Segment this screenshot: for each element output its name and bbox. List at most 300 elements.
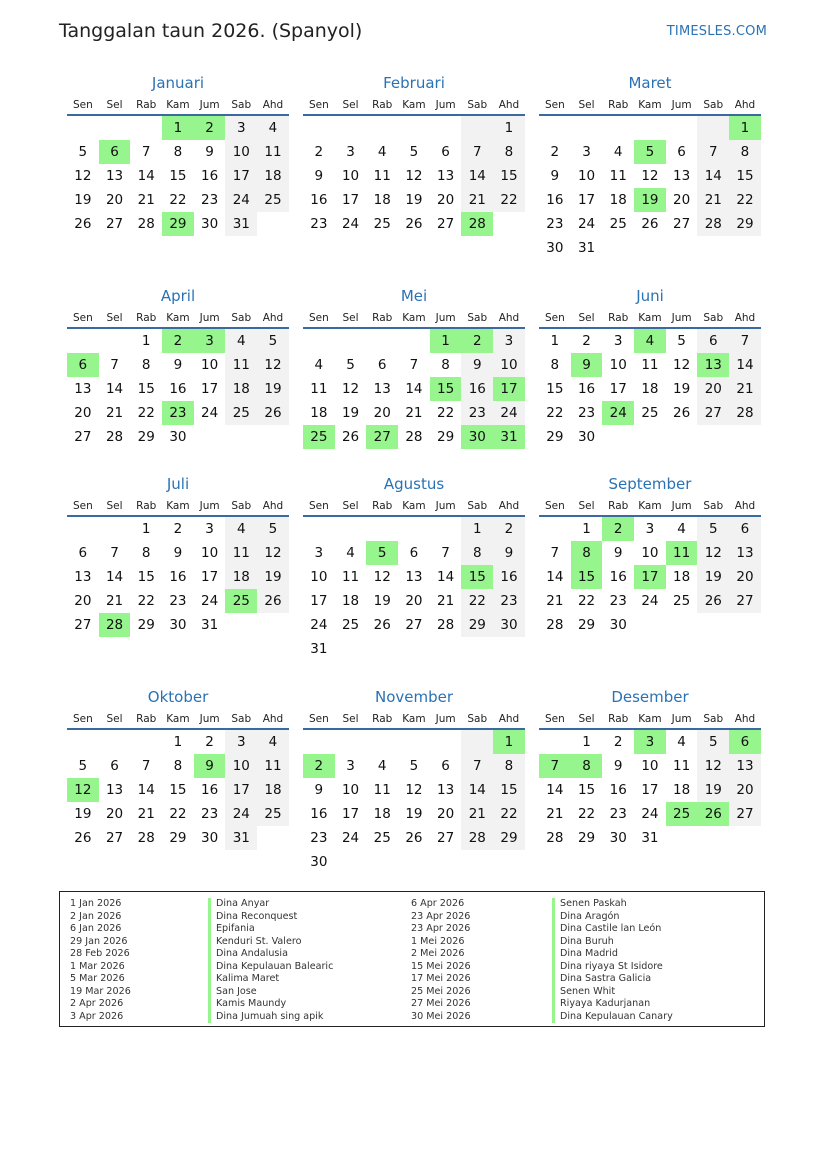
- day-cell: 28: [137, 216, 155, 232]
- day-cell: 28: [105, 429, 124, 445]
- weekday-label: Sen: [308, 713, 329, 725]
- empty-cell: [257, 826, 289, 850]
- day-cell: 23: [162, 401, 194, 425]
- day-cell: 16: [201, 168, 219, 184]
- day-cell: 11: [257, 754, 289, 778]
- holiday-name: Senen Whit: [552, 986, 673, 999]
- holiday-name: Dina riyaya St Isidore: [552, 961, 673, 974]
- day-cell: 18: [673, 782, 691, 798]
- weekday-label: Kam: [638, 500, 662, 512]
- day-cell: 7: [441, 545, 450, 561]
- day-cell: 13: [673, 168, 691, 184]
- day-cell: 13: [105, 168, 124, 184]
- day-cell: 20: [373, 405, 391, 421]
- day-cell: 11: [225, 353, 257, 377]
- day-cell: 10: [641, 758, 659, 774]
- day-cell: 24: [641, 806, 659, 822]
- weekday-label: Ahd: [734, 500, 756, 512]
- weekday-label: Sel: [578, 99, 595, 111]
- day-cell: 21: [729, 377, 761, 401]
- empty-cell: [366, 517, 398, 541]
- day-cell: 10: [641, 545, 659, 561]
- day-cell: 7: [110, 545, 119, 561]
- day-cell: 8: [571, 541, 603, 565]
- empty-cell: [666, 826, 698, 850]
- day-grid: [539, 517, 761, 637]
- weekday-label: Jum: [199, 312, 220, 324]
- day-cell: 16: [310, 806, 328, 822]
- day-cell: 11: [373, 782, 391, 798]
- day-cell: 26: [257, 401, 289, 425]
- empty-cell: [99, 116, 131, 140]
- empty-cell: [666, 425, 698, 449]
- day-cell: 8: [571, 754, 603, 778]
- day-cell: 18: [225, 377, 257, 401]
- day-cell: 14: [105, 569, 124, 585]
- day-cell: 6: [441, 144, 450, 160]
- empty-cell: [430, 517, 462, 541]
- day-cell: 27: [405, 617, 423, 633]
- empty-cell: [366, 329, 398, 353]
- holiday-date: 1 Mei 2026: [411, 935, 465, 947]
- day-cell: 16: [493, 565, 525, 589]
- day-cell: 14: [461, 164, 493, 188]
- day-cell: 6: [729, 517, 761, 541]
- empty-cell: [99, 730, 131, 754]
- day-cell: 30: [310, 854, 328, 870]
- day-cell: 24: [341, 830, 360, 846]
- day-cell: 27: [366, 425, 398, 449]
- holiday-name: Dina Andalusia: [208, 948, 333, 961]
- day-cell: 24: [225, 188, 257, 212]
- day-cell: 12: [673, 357, 691, 373]
- weekday-header: [539, 309, 761, 329]
- day-grid: [303, 329, 525, 449]
- day-cell: 20: [697, 377, 729, 401]
- day-cell: 3: [582, 144, 591, 160]
- holiday-date: 2 Apr 2026: [70, 998, 124, 1009]
- empty-cell: [398, 637, 430, 661]
- weekday-header: [539, 96, 761, 116]
- day-cell: 2: [602, 517, 634, 541]
- holiday-date: 29 Jan 2026: [70, 935, 128, 947]
- day-cell: 23: [609, 806, 627, 822]
- day-cell: 17: [201, 569, 219, 585]
- weekday-label: Sen: [72, 713, 93, 725]
- day-cell: 8: [141, 357, 151, 373]
- empty-cell: [303, 116, 335, 140]
- day-cell: 22: [169, 192, 187, 208]
- weekday-label: Ahd: [498, 312, 520, 324]
- day-cell: 13: [105, 782, 124, 798]
- day-cell: 15: [493, 164, 525, 188]
- day-cell: 30: [169, 429, 187, 445]
- empty-cell: [67, 517, 99, 541]
- day-cell: 24: [602, 401, 634, 425]
- day-cell: 23: [546, 216, 564, 232]
- day-cell: 19: [257, 565, 289, 589]
- month-oktober: [67, 687, 289, 850]
- day-cell: 11: [341, 569, 360, 585]
- weekday-header: [67, 497, 289, 517]
- weekday-label: Jum: [435, 99, 456, 111]
- day-cell: 29: [461, 613, 493, 637]
- weekday-label: Sab: [703, 99, 724, 111]
- day-cell: 20: [729, 565, 761, 589]
- day-cell: 11: [609, 168, 627, 184]
- weekday-label: Sen: [544, 713, 565, 725]
- empty-cell: [398, 517, 430, 541]
- weekday-label: Sen: [72, 500, 93, 512]
- day-cell: 13: [437, 168, 455, 184]
- day-cell: 28: [729, 401, 761, 425]
- day-cell: 7: [461, 140, 493, 164]
- empty-cell: [398, 329, 430, 353]
- day-cell: 10: [310, 569, 328, 585]
- day-grid: [539, 730, 761, 850]
- holiday-date: 17 Mei 2026: [411, 973, 471, 984]
- month-november: [303, 687, 525, 874]
- day-cell: 5: [78, 144, 88, 160]
- weekday-label: Kam: [166, 99, 190, 111]
- weekday-label: Sel: [578, 713, 595, 725]
- empty-cell: [335, 730, 367, 754]
- day-cell: 14: [105, 381, 124, 397]
- day-cell: 22: [577, 806, 596, 822]
- day-cell: 16: [169, 381, 187, 397]
- day-cell: 26: [673, 405, 691, 421]
- empty-cell: [461, 116, 493, 140]
- day-cell: 16: [577, 381, 596, 397]
- weekday-label: Sel: [106, 312, 123, 324]
- day-cell: 18: [609, 192, 627, 208]
- day-cell: 6: [377, 357, 387, 373]
- day-cell: 23: [201, 192, 219, 208]
- day-cell: 26: [74, 216, 92, 232]
- day-cell: 29: [137, 617, 155, 633]
- day-cell: 29: [162, 212, 194, 236]
- day-cell: 26: [641, 216, 659, 232]
- day-cell: 4: [257, 730, 289, 754]
- day-cell: 19: [405, 192, 423, 208]
- day-cell: 6: [409, 545, 419, 561]
- day-cell: 4: [677, 734, 686, 750]
- day-cell: 10: [609, 357, 627, 373]
- empty-cell: [697, 236, 729, 260]
- day-cell: 10: [201, 357, 219, 373]
- day-cell: 20: [74, 593, 92, 609]
- day-cell: 23: [609, 593, 627, 609]
- day-cell: 15: [729, 164, 761, 188]
- day-grid: [303, 116, 525, 236]
- weekday-label: Rab: [372, 99, 393, 111]
- empty-cell: [634, 425, 666, 449]
- day-cell: 17: [641, 782, 659, 798]
- empty-cell: [257, 425, 289, 449]
- day-cell: 28: [546, 617, 564, 633]
- weekday-label: Kam: [638, 312, 662, 324]
- day-cell: 9: [314, 782, 324, 798]
- day-cell: 12: [641, 168, 659, 184]
- day-cell: 21: [546, 593, 564, 609]
- empty-cell: [366, 850, 398, 874]
- holiday-date: 2 Jan 2026: [70, 910, 122, 922]
- empty-cell: [666, 116, 698, 140]
- day-cell: 18: [257, 164, 289, 188]
- day-grid: [303, 517, 525, 661]
- holiday-date: 1 Mar 2026: [70, 960, 125, 972]
- month-februari: [303, 73, 525, 236]
- day-cell: 19: [673, 381, 691, 397]
- day-cell: 28: [461, 826, 493, 850]
- weekday-label: Sen: [544, 312, 565, 324]
- day-cell: 30: [577, 429, 596, 445]
- brand-link[interactable]: TIMESLES.COM: [666, 24, 767, 39]
- day-cell: 28: [697, 212, 729, 236]
- day-cell: 31: [641, 830, 659, 846]
- day-cell: 18: [373, 192, 391, 208]
- weekday-label: Sab: [703, 312, 724, 324]
- day-cell: 19: [74, 806, 92, 822]
- day-cell: 18: [373, 806, 391, 822]
- day-grid: [539, 329, 761, 449]
- weekday-header: [539, 497, 761, 517]
- day-cell: 12: [697, 754, 729, 778]
- day-cell: 10: [577, 168, 596, 184]
- day-cell: 6: [110, 758, 119, 774]
- day-cell: 7: [110, 357, 119, 373]
- day-cell: 26: [373, 617, 391, 633]
- weekday-label: Sen: [72, 99, 93, 111]
- empty-cell: [335, 116, 367, 140]
- empty-cell: [398, 850, 430, 874]
- day-cell: 13: [405, 569, 423, 585]
- holiday-name: Epifania: [208, 923, 333, 936]
- day-cell: 1: [582, 521, 591, 537]
- day-cell: 31: [577, 240, 596, 256]
- day-cell: 15: [137, 381, 155, 397]
- empty-cell: [130, 730, 162, 754]
- day-cell: 22: [577, 593, 596, 609]
- day-cell: 3: [634, 730, 666, 754]
- day-cell: 24: [493, 401, 525, 425]
- day-cell: 8: [441, 357, 450, 373]
- day-grid: [67, 116, 289, 236]
- day-cell: 29: [137, 429, 155, 445]
- day-cell: 12: [405, 168, 423, 184]
- day-cell: 29: [577, 830, 596, 846]
- day-cell: 3: [194, 329, 226, 353]
- day-cell: 27: [437, 830, 455, 846]
- day-cell: 13: [729, 754, 761, 778]
- day-cell: 22: [437, 405, 455, 421]
- day-cell: 7: [409, 357, 419, 373]
- day-cell: 31: [493, 425, 525, 449]
- empty-cell: [493, 637, 525, 661]
- weekday-header: [303, 497, 525, 517]
- weekday-label: Sel: [106, 713, 123, 725]
- day-cell: 22: [137, 593, 155, 609]
- day-cell: 3: [225, 116, 257, 140]
- day-cell: 25: [257, 802, 289, 826]
- empty-cell: [99, 329, 131, 353]
- holiday-name: Dina Kepulauan Balearic: [208, 961, 333, 974]
- day-cell: 8: [493, 754, 525, 778]
- day-cell: 11: [673, 758, 691, 774]
- day-cell: 4: [377, 758, 387, 774]
- day-cell: 7: [141, 144, 151, 160]
- month-maret: [539, 73, 761, 260]
- day-cell: 28: [99, 613, 131, 637]
- day-cell: 27: [74, 617, 92, 633]
- day-cell: 20: [729, 778, 761, 802]
- day-cell: 6: [729, 730, 761, 754]
- day-cell: 27: [729, 589, 761, 613]
- empty-cell: [335, 637, 367, 661]
- empty-cell: [634, 613, 666, 637]
- holiday-date: 23 Apr 2026: [411, 910, 471, 922]
- day-cell: 11: [225, 541, 257, 565]
- day-cell: 9: [461, 353, 493, 377]
- day-cell: 22: [546, 405, 564, 421]
- weekday-label: Kam: [638, 99, 662, 111]
- weekday-label: Rab: [136, 99, 157, 111]
- day-cell: 4: [225, 329, 257, 353]
- weekday-label: Ahd: [498, 713, 520, 725]
- day-cell: 15: [169, 168, 187, 184]
- empty-cell: [493, 850, 525, 874]
- weekday-label: Sel: [342, 312, 359, 324]
- day-cell: 31: [310, 641, 328, 657]
- day-cell: 11: [666, 541, 698, 565]
- weekday-label: Rab: [372, 312, 393, 324]
- day-cell: 1: [141, 333, 151, 349]
- empty-cell: [366, 637, 398, 661]
- day-grid: [303, 730, 525, 874]
- holiday-name: Dina Jumuah sing apik: [208, 1011, 333, 1024]
- day-cell: 23: [577, 405, 596, 421]
- month-mei: [303, 286, 525, 449]
- day-cell: 5: [634, 140, 666, 164]
- month-name: Maret: [628, 74, 672, 92]
- day-cell: 20: [74, 405, 92, 421]
- day-cell: 21: [137, 806, 155, 822]
- empty-cell: [729, 613, 761, 637]
- day-cell: 26: [405, 830, 423, 846]
- page-title: Tanggalan taun 2026. (Spanyol): [59, 20, 363, 42]
- day-cell: 23: [310, 830, 328, 846]
- day-cell: 17: [609, 381, 627, 397]
- weekday-header: [303, 96, 525, 116]
- empty-cell: [67, 730, 99, 754]
- day-cell: 14: [546, 782, 564, 798]
- month-april: [67, 286, 289, 449]
- day-cell: 27: [673, 216, 691, 232]
- empty-cell: [225, 425, 257, 449]
- day-cell: 2: [303, 754, 335, 778]
- weekday-label: Kam: [166, 500, 190, 512]
- day-cell: 1: [461, 517, 493, 541]
- day-cell: 25: [303, 425, 335, 449]
- weekday-label: Rab: [372, 500, 393, 512]
- day-cell: 4: [346, 545, 355, 561]
- day-cell: 9: [173, 545, 183, 561]
- holiday-names-column-1: [208, 898, 333, 1023]
- weekday-label: Ahd: [262, 500, 284, 512]
- day-cell: 20: [437, 192, 455, 208]
- day-cell: 14: [405, 381, 423, 397]
- month-name: Agustus: [383, 475, 445, 493]
- day-cell: 27: [105, 216, 124, 232]
- holiday-name: Senen Paskah: [552, 898, 673, 911]
- weekday-label: Rab: [608, 500, 629, 512]
- month-name: Februari: [383, 74, 445, 92]
- holiday-name: Dina Buruh: [552, 936, 673, 949]
- day-cell: 4: [634, 329, 666, 353]
- day-cell: 20: [437, 806, 455, 822]
- day-cell: 8: [729, 140, 761, 164]
- empty-cell: [194, 425, 226, 449]
- day-cell: 27: [729, 802, 761, 826]
- day-cell: 20: [105, 192, 124, 208]
- day-cell: 23: [461, 401, 493, 425]
- day-cell: 5: [257, 329, 289, 353]
- weekday-label: Jum: [435, 713, 456, 725]
- weekday-label: Sab: [467, 99, 488, 111]
- day-cell: 17: [634, 565, 666, 589]
- day-cell: 16: [310, 192, 328, 208]
- day-cell: 5: [697, 730, 729, 754]
- weekday-label: Sen: [72, 312, 93, 324]
- day-cell: 24: [341, 216, 360, 232]
- empty-cell: [130, 116, 162, 140]
- day-cell: 20: [105, 806, 124, 822]
- day-cell: 21: [697, 188, 729, 212]
- holiday-name: Dina Anyar: [208, 898, 333, 911]
- empty-cell: [697, 613, 729, 637]
- day-cell: 5: [366, 541, 398, 565]
- day-cell: 30: [493, 613, 525, 637]
- day-cell: 12: [341, 381, 360, 397]
- day-cell: 8: [550, 357, 560, 373]
- empty-cell: [67, 116, 99, 140]
- weekday-label: Ahd: [262, 713, 284, 725]
- day-cell: 7: [141, 758, 151, 774]
- day-cell: 26: [697, 589, 729, 613]
- day-cell: 14: [697, 164, 729, 188]
- day-cell: 29: [546, 429, 564, 445]
- empty-cell: [666, 236, 698, 260]
- empty-cell: [634, 236, 666, 260]
- day-grid: [539, 116, 761, 260]
- weekday-header: [303, 309, 525, 329]
- day-cell: 23: [201, 806, 219, 822]
- day-cell: 21: [105, 405, 124, 421]
- day-cell: 3: [645, 521, 655, 537]
- day-cell: 13: [373, 381, 391, 397]
- day-cell: 10: [341, 782, 360, 798]
- holiday-name: San Jose: [208, 986, 333, 999]
- empty-cell: [729, 236, 761, 260]
- day-cell: 31: [225, 826, 257, 850]
- day-cell: 10: [341, 168, 360, 184]
- empty-cell: [398, 730, 430, 754]
- day-cell: 31: [201, 617, 219, 633]
- day-cell: 15: [137, 569, 155, 585]
- month-name: Juli: [166, 475, 190, 493]
- day-cell: 11: [257, 140, 289, 164]
- day-cell: 16: [461, 377, 493, 401]
